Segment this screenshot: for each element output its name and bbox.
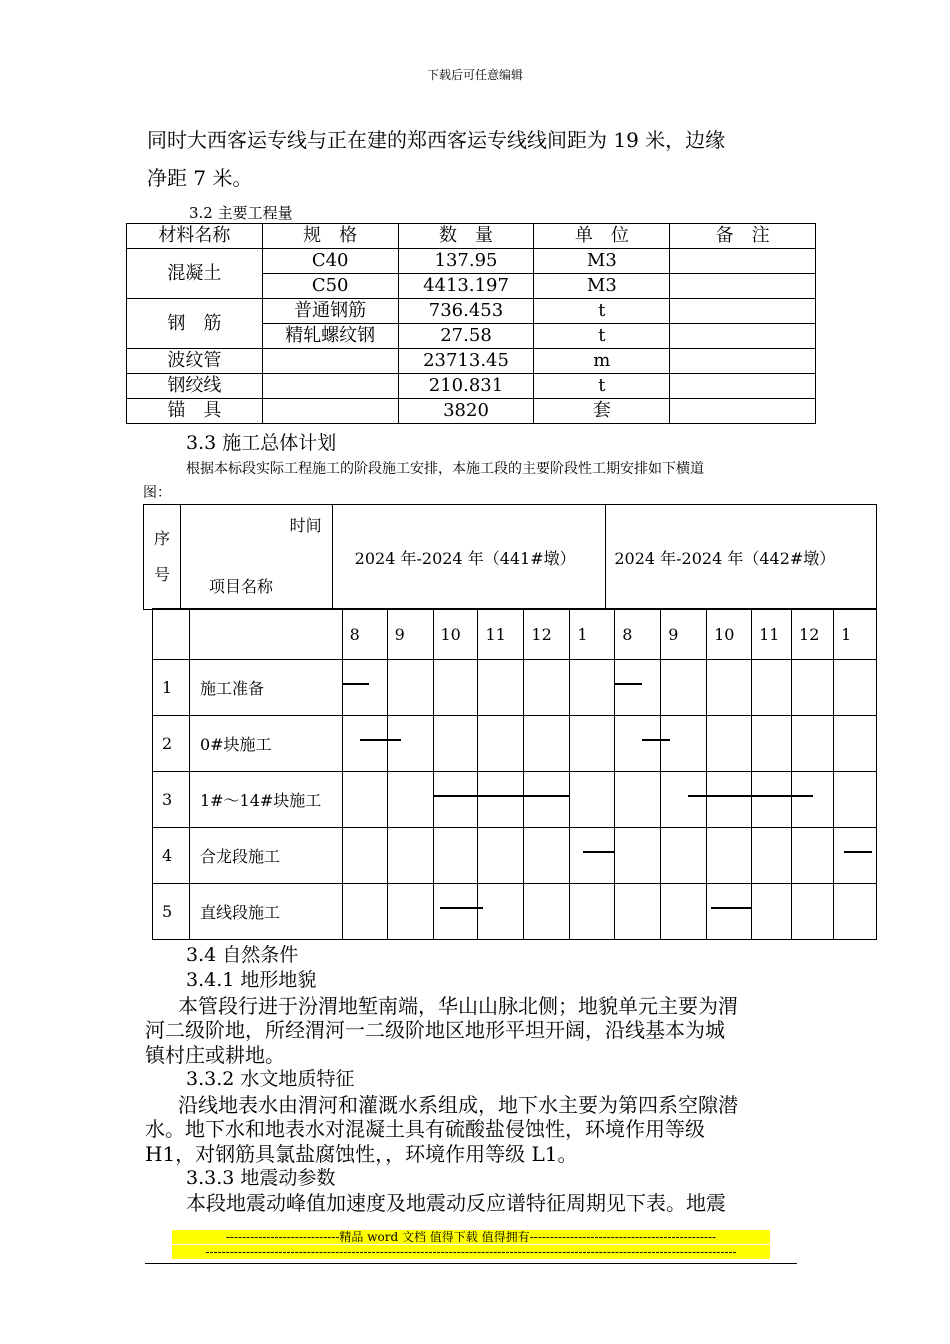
period-441-cell [332, 505, 606, 610]
task-no-cell: 5 [153, 884, 190, 940]
gantt-bar [844, 851, 872, 853]
task-no-cell: 1 [153, 660, 190, 716]
paragraph-line: 水。地下水和地表水对混凝土具有硫酸盐侵蚀性，环境作用等级 [145, 1117, 705, 1141]
seq-label: 序 [153, 529, 170, 548]
period-442-cell [606, 505, 877, 610]
month-header-row [153, 609, 877, 660]
qty-cell: 736.453 [398, 299, 534, 324]
note-cell [670, 274, 816, 299]
note-cell [670, 399, 816, 424]
task-name-cell: 0#块施工 [189, 716, 342, 772]
paragraph-line: 本段地震动峰值加速度及地震动反应谱特征周期见下表。地震 [186, 1191, 726, 1215]
table-row [153, 716, 877, 772]
header-cell: 规 格 [262, 224, 398, 249]
footer-rule [145, 1263, 797, 1264]
gantt-bar [433, 795, 570, 797]
material-name-cell: 钢 筋 [127, 299, 263, 349]
qty-cell: 210.831 [398, 374, 534, 399]
month-cell: 1 [570, 609, 615, 660]
unit-cell: t [534, 299, 670, 324]
time-label: 时间 [289, 516, 322, 535]
spec-cell [262, 374, 398, 399]
month-cell: 1 [834, 609, 877, 660]
task-name-cell: 合龙段施工 [189, 828, 342, 884]
paragraph-line: 同时大西客运专线与正在建的郑西客运专线线间距为 19 米，边缘 [147, 128, 726, 152]
material-name-cell: 混凝土 [127, 249, 263, 299]
task-name-cell: 直线段施工 [189, 884, 342, 940]
section-heading-3-4: 3.4 自然条件 [186, 944, 299, 966]
month-cell: 10 [433, 609, 478, 660]
task-no-cell: 3 [153, 772, 190, 828]
gantt-bar [615, 683, 643, 685]
empty-cell [189, 609, 342, 660]
table-row [127, 374, 816, 399]
month-cell: 11 [478, 609, 524, 660]
gantt-bar [583, 851, 614, 853]
unit-cell: 套 [534, 399, 670, 424]
item-name-label: 项目名称 [208, 577, 273, 596]
table-row [127, 249, 816, 274]
paragraph-line: 根据本标段实际工程施工的阶段施工安排，本施工段的主要阶段性工期安排如下横道 [186, 461, 704, 477]
period-label: 2024 年-2024 年（442#墩） [614, 548, 836, 568]
gantt-bar [440, 907, 483, 909]
paragraph-line: 本管段行进于汾渭地堑南端，华山山脉北侧；地貌单元主要为渭 [178, 994, 738, 1018]
header-cell: 材料名称 [127, 224, 263, 249]
note-cell [670, 299, 816, 324]
materials-table [126, 223, 816, 424]
header-cell: 单 位 [534, 224, 670, 249]
gantt-bar [642, 739, 670, 741]
material-name-cell: 波纹管 [127, 349, 263, 374]
header-cell: 备 注 [670, 224, 816, 249]
gantt-bar [342, 683, 369, 685]
spec-cell: 普通钢筋 [262, 299, 398, 324]
month-cell: 9 [387, 609, 433, 660]
qty-cell: 3820 [398, 399, 534, 424]
month-cell: 12 [524, 609, 570, 660]
table-row [127, 349, 816, 374]
footer-promo-line: ----------------------------精品 word 文档 值得下载 值得拥有---------------------------------------------- [172, 1230, 770, 1244]
spec-cell: 精轧螺纹钢 [262, 324, 398, 349]
paragraph-line: 沿线地表水由渭河和灌溉水系组成，地下水主要为第四系空隙潜 [178, 1093, 738, 1117]
month-cell: 9 [661, 609, 707, 660]
footer-dash-line: ----------------------------------------------------------------------------------------------------------------------------------- [172, 1245, 770, 1259]
unit-cell: t [534, 374, 670, 399]
task-name-cell: 1#～14#块施工 [189, 772, 342, 828]
unit-cell: m [534, 349, 670, 374]
paragraph-line: 图： [143, 485, 171, 501]
empty-cell [153, 609, 190, 660]
paragraph-line: 净距 7 米。 [147, 166, 253, 190]
table-row [153, 772, 877, 828]
gantt-bar [688, 795, 812, 797]
spec-cell: C50 [262, 274, 398, 299]
task-no-cell: 2 [153, 716, 190, 772]
seq-header-cell [144, 505, 181, 610]
note-cell [670, 374, 816, 399]
material-name-cell: 钢绞线 [127, 374, 263, 399]
page-header-note: 下载后可任意编辑 [426, 68, 523, 82]
spec-cell: C40 [262, 249, 398, 274]
table-row [153, 884, 877, 940]
qty-cell: 137.95 [398, 249, 534, 274]
section-heading-3-2: 3.2 主要工程量 [189, 204, 293, 222]
month-cell: 8 [342, 609, 387, 660]
unit-cell: M3 [534, 249, 670, 274]
spec-cell [262, 399, 398, 424]
month-cell: 8 [615, 609, 661, 660]
note-cell [670, 249, 816, 274]
table-row [153, 660, 877, 716]
qty-cell: 27.58 [398, 324, 534, 349]
task-no-cell: 4 [153, 828, 190, 884]
material-name-cell: 锚 具 [127, 399, 263, 424]
task-name-cell: 施工准备 [189, 660, 342, 716]
month-cell: 11 [752, 609, 792, 660]
table-row [127, 299, 816, 324]
time-item-header-cell [180, 505, 332, 610]
unit-cell: M3 [534, 274, 670, 299]
section-heading-3-3: 3.3 施工总体计划 [186, 432, 337, 454]
period-label: 2024 年-2024 年（441#墩） [354, 548, 576, 568]
spec-cell [262, 349, 398, 374]
materials-header-row [127, 224, 816, 249]
month-cell: 12 [792, 609, 834, 660]
gantt-bar [711, 907, 751, 909]
section-heading-3-4-1: 3.4.1 地形地貌 [186, 969, 317, 991]
qty-cell: 23713.45 [398, 349, 534, 374]
seq-label: 号 [153, 565, 170, 584]
gantt-grid [152, 608, 877, 940]
section-heading-3-3-3: 3.3.3 地震动参数 [186, 1167, 336, 1189]
header-cell: 数 量 [398, 224, 534, 249]
paragraph-line: H1，对钢筋具氯盐腐蚀性，，环境作用等级 L1。 [145, 1142, 578, 1166]
note-cell [670, 324, 816, 349]
table-row [127, 399, 816, 424]
section-heading-3-3-2: 3.3.2 水文地质特征 [186, 1068, 355, 1090]
schedule-header-table [143, 504, 877, 610]
paragraph-line: 镇村庄或耕地。 [145, 1043, 285, 1067]
month-cell: 10 [707, 609, 752, 660]
note-cell [670, 349, 816, 374]
paragraph-line: 河二级阶地，所经渭河一二级阶地区地形平坦开阔，沿线基本为城 [145, 1018, 725, 1042]
unit-cell: t [534, 324, 670, 349]
gantt-bar [360, 739, 401, 741]
qty-cell: 4413.197 [398, 274, 534, 299]
table-row [153, 828, 877, 884]
